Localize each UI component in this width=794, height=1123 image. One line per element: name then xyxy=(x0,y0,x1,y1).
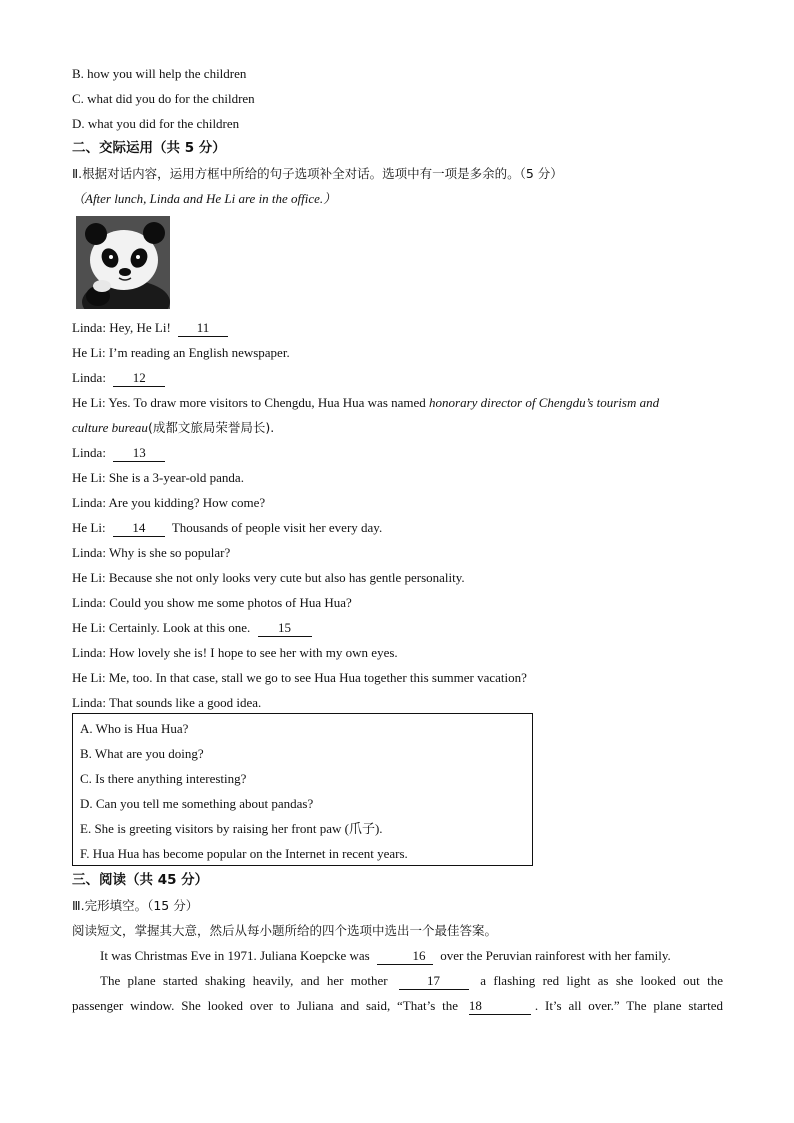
section3-instruction: 阅读短文，掌握其大意，然后从每小题所给的四个选项中选出一个最佳答案。 xyxy=(72,923,498,938)
dialogue-line: culture bureau(成都文旅局荣誉局长). xyxy=(72,420,275,435)
speaker-label: Linda: xyxy=(72,645,106,660)
speaker-label: Linda: xyxy=(72,370,106,385)
prev-option-b: B. how you will help the children xyxy=(72,66,247,81)
speaker-label: He Li: xyxy=(72,670,106,685)
speaker-label: He Li: xyxy=(72,470,106,485)
speaker-label: Linda: xyxy=(72,320,106,335)
answer-blank-11[interactable]: 11 xyxy=(178,320,228,337)
answer-blank-14[interactable]: 14 xyxy=(113,520,165,537)
section2-heading: 二、交际运用（共 5 分） xyxy=(72,140,226,156)
speaker-label: Linda: xyxy=(72,445,106,460)
prev-option-c: C. what did you do for the children xyxy=(72,91,255,106)
option-a: A. Who is Hua Hua? xyxy=(80,721,189,736)
dialogue-line: Linda: That sounds like a good idea. xyxy=(72,695,262,710)
answer-blank-18[interactable]: 18 xyxy=(469,998,531,1015)
dialogue-line: Linda: How lovely she is! I hope to see her with my own eyes. xyxy=(72,645,398,660)
dialogue-setting: （After lunch, Linda and He Li are in the office.） xyxy=(72,191,337,206)
option-d: D. Can you tell me something about pandas? xyxy=(80,796,314,811)
speaker-label: Linda: xyxy=(72,595,106,610)
speaker-label: He Li: xyxy=(72,520,106,535)
dialogue-line: Linda: Are you kidding? How come? xyxy=(72,495,266,510)
prev-option-d: D. what you did for the children xyxy=(72,116,240,131)
speaker-label: He Li: xyxy=(72,570,106,585)
answer-blank-12[interactable]: 12 xyxy=(113,370,165,387)
speaker-label: Linda: xyxy=(72,545,106,560)
answer-blank-15[interactable]: 15 xyxy=(258,620,312,637)
passage-line-3: passenger window. She looked over to Juliana and said, “That’s the 18 . It’s all over.” The plane started xyxy=(72,998,724,1013)
answer-blank-13[interactable]: 13 xyxy=(113,445,165,462)
options-box xyxy=(72,713,533,866)
option-c: C. Is there anything interesting? xyxy=(80,771,247,786)
speaker-label: He Li: xyxy=(72,395,106,410)
answer-blank-16[interactable]: 16 xyxy=(377,948,433,965)
speaker-label: He Li: xyxy=(72,620,106,635)
section2-instruction: Ⅱ.根据对话内容，运用方框中所给的句子选项补全对话。选项中有一项是多余的。（5 分） xyxy=(72,166,563,181)
section3-sub: Ⅲ.完形填空。（15 分） xyxy=(72,898,199,913)
dialogue-line: He Li: I’m reading an English newspaper. xyxy=(72,345,290,360)
option-b: B. What are you doing? xyxy=(80,746,204,761)
dialogue-line: Linda: Why is she so popular? xyxy=(72,545,231,560)
dialogue-line: He Li: Because she not only looks very cute but also has gentle personality. xyxy=(72,570,465,585)
dialogue-line: He Li: Me, too. In that case, stall we go to see Hua Hua together this summer vacation? xyxy=(72,670,527,685)
dialogue-line-11: Linda: Hey, He Li! 11 xyxy=(72,315,723,340)
section3-heading: 三、阅读（共 45 分） xyxy=(72,872,209,888)
speaker-label: Linda: xyxy=(72,695,106,710)
option-e: E. She is greeting visitors by raising her front paw (爪子). xyxy=(80,821,383,836)
dialogue-line-14: He Li: 14 Thousands of people visit her every day. xyxy=(72,520,383,535)
dialogue-line: He Li: Yes. To draw more visitors to Chengdu, Hua Hua was named honorary director of Chengdu’s tourism and xyxy=(72,395,660,410)
answer-blank-17[interactable]: 17 xyxy=(399,973,469,990)
speaker-label: He Li: xyxy=(72,345,106,360)
passage-line-2: The plane started shaking heavily, and her mother 17 a flashing red light as she looked out the xyxy=(100,973,723,988)
passage-line-1: It was Christmas Eve in 1971. Juliana Koepcke was 16 over the Peruvian rainforest with her family. xyxy=(100,948,671,963)
dialogue-line-12 xyxy=(72,365,723,390)
speaker-label: Linda: xyxy=(72,495,106,510)
dialogue-line-15: He Li: Certainly. Look at this one. 15 xyxy=(72,615,723,640)
dialogue-line: He Li: She is a 3-year-old panda. xyxy=(72,470,244,485)
dialogue-line-13 xyxy=(72,440,723,465)
panda-photo xyxy=(76,216,170,309)
option-f: F. Hua Hua has become popular on the Internet in recent years. xyxy=(80,846,408,861)
dialogue-line: Linda: Could you show me some photos of Hua Hua? xyxy=(72,595,352,610)
